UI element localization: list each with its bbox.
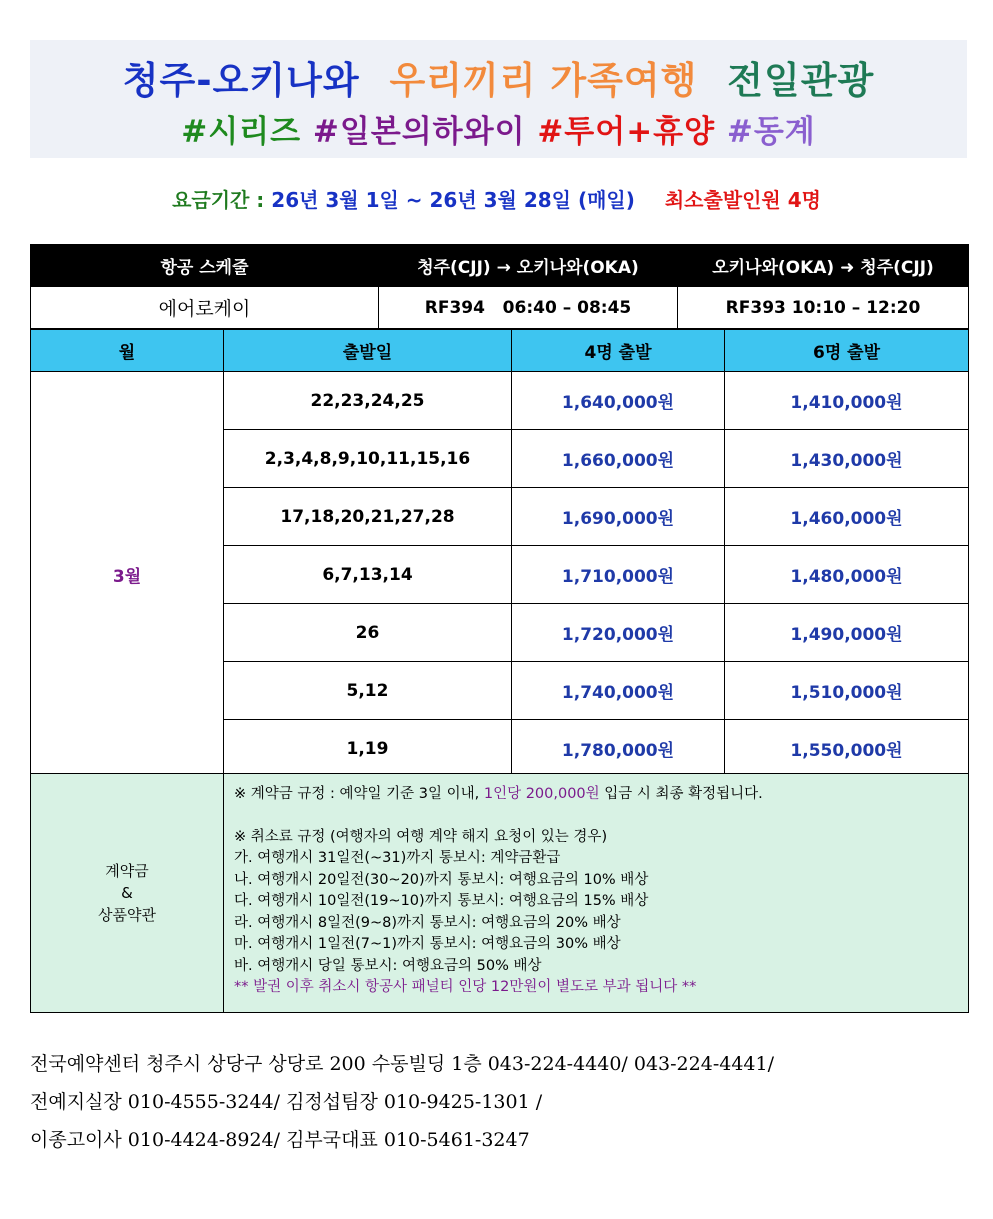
price-6pax: 1,460,000원: [725, 488, 969, 546]
cancel-rule: 라. 여행개시 8일전(9~8)까지 통보시: 여행요금의 20% 배상: [234, 914, 621, 931]
flight-header-schedule: 항공 스케줄: [31, 245, 379, 287]
deposit-rule-suffix: 입금 시 최종 확정됩니다.: [604, 786, 763, 802]
contact-info: [30, 1045, 970, 1159]
price-header-days: 출발일: [224, 330, 512, 372]
price-header-row: [31, 330, 969, 372]
main-title: [30, 50, 967, 104]
title-family-trip: 우리끼리 가족여행: [389, 59, 698, 102]
min-departure: 최소출발인원 4명: [664, 188, 821, 212]
terms-label-policy: 상품약관: [98, 906, 156, 924]
departure-days: 6,7,13,14: [224, 546, 512, 604]
price-header-6pax: 6명 출발: [725, 330, 969, 372]
price-4pax: 1,720,000원: [512, 604, 725, 662]
departure-days: 2,3,4,8,9,10,11,15,16: [224, 430, 512, 488]
price-4pax: 1,660,000원: [512, 430, 725, 488]
table-row: [31, 372, 969, 430]
hashtag-hawaii: #일본의하와이: [312, 114, 526, 150]
airline-name: 에어로케이: [31, 287, 379, 329]
hashtag-series: #시리즈: [181, 114, 302, 150]
inbound-flight: RF393 10:10 – 12:20: [678, 287, 969, 329]
title-full-tour: 전일관광: [727, 59, 875, 102]
contact-line-staff-1: 전예지실장 010-4555-3244/ 김정섭팀장 010-9425-1301 /: [30, 1091, 543, 1113]
price-4pax: 1,780,000원: [512, 720, 725, 778]
cancel-rule: 다. 여행개시 10일전(19~10)까지 통보시: 여행요금의 15% 배상: [234, 893, 649, 909]
deposit-rule: [234, 784, 968, 806]
hashtag-tour-rest: #투어+휴양: [537, 114, 716, 150]
price-4pax: 1,710,000원: [512, 546, 725, 604]
fare-period: [0, 184, 993, 213]
terms-label-deposit: 계약금: [105, 862, 149, 880]
title-banner: [30, 40, 967, 158]
terms-body: [224, 774, 969, 1013]
flight-schedule-table: [30, 244, 969, 329]
price-6pax: 1,480,000원: [725, 546, 969, 604]
penalty-note: ** 발권 이후 취소시 항공사 패널티 인당 12만원이 별도로 부과 됩니다 **: [234, 979, 697, 995]
flight-row: [31, 287, 969, 329]
price-4pax: 1,690,000원: [512, 488, 725, 546]
outbound-flight: RF394 06:40 – 08:45: [379, 287, 678, 329]
period-label: 요금기간 :: [172, 188, 265, 212]
flight-header-outbound: 청주(CJJ) → 오키나와(OKA): [379, 245, 678, 287]
hashtag-winter: #동계: [726, 114, 816, 150]
cancel-rule: 바. 여행개시 당일 통보시: 여행요금의 50% 배상: [234, 957, 542, 974]
departure-days: 26: [224, 604, 512, 662]
price-6pax: 1,490,000원: [725, 604, 969, 662]
departure-days: 5,12: [224, 662, 512, 720]
cancel-rule: 마. 여행개시 1일전(7~1)까지 통보시: 여행요금의 30% 배상: [234, 936, 621, 952]
cancel-title: ※ 취소료 규정 (여행자의 여행 계약 해지 요청이 있는 경우): [234, 828, 608, 845]
price-header-month: 월: [31, 330, 224, 372]
departure-days: 1,19: [224, 720, 512, 778]
price-header-4pax: 4명 출발: [512, 330, 725, 372]
price-4pax: 1,640,000원: [512, 372, 725, 430]
flight-header-inbound: 오키나와(OKA) ➜ 청주(CJJ): [678, 245, 969, 287]
price-6pax: 1,410,000원: [725, 372, 969, 430]
flight-header-row: [31, 245, 969, 287]
departure-days: 17,18,20,21,27,28: [224, 488, 512, 546]
cancel-rule: 가. 여행개시 31일전(~31)까지 통보시: 계약금환급: [234, 850, 561, 866]
deposit-rule-prefix: ※ 계약금 규정 : 예약일 기준 3일 이내,: [234, 786, 480, 802]
month-cell: 3월: [31, 372, 224, 778]
terms-table: [30, 773, 969, 1013]
period-dates: 26년 3월 1일 ~ 26년 3월 28일 (매일): [271, 188, 635, 212]
departure-days: 22,23,24,25: [224, 372, 512, 430]
title-route: 청주-오키나와: [122, 59, 360, 102]
terms-label-amp: &: [121, 884, 133, 902]
contact-line-staff-2: 이종고이사 010-4424-8924/ 김부국대표 010-5461-3247: [30, 1129, 530, 1151]
terms-label: [31, 774, 224, 1013]
price-6pax: 1,510,000원: [725, 662, 969, 720]
price-4pax: 1,740,000원: [512, 662, 725, 720]
price-table: [30, 329, 969, 778]
contact-line-center: 전국예약센터 청주시 상당구 상당로 200 수동빌딩 1층 043-224-4440/ 043-224-4441/: [30, 1053, 775, 1075]
price-6pax: 1,550,000원: [725, 720, 969, 778]
cancel-rule: 나. 여행개시 20일전(30~20)까지 통보시: 여행요금의 10% 배상: [234, 871, 649, 888]
hashtag-line: [30, 106, 967, 151]
deposit-amount: 1인당 200,000원: [483, 786, 600, 802]
price-6pax: 1,430,000원: [725, 430, 969, 488]
